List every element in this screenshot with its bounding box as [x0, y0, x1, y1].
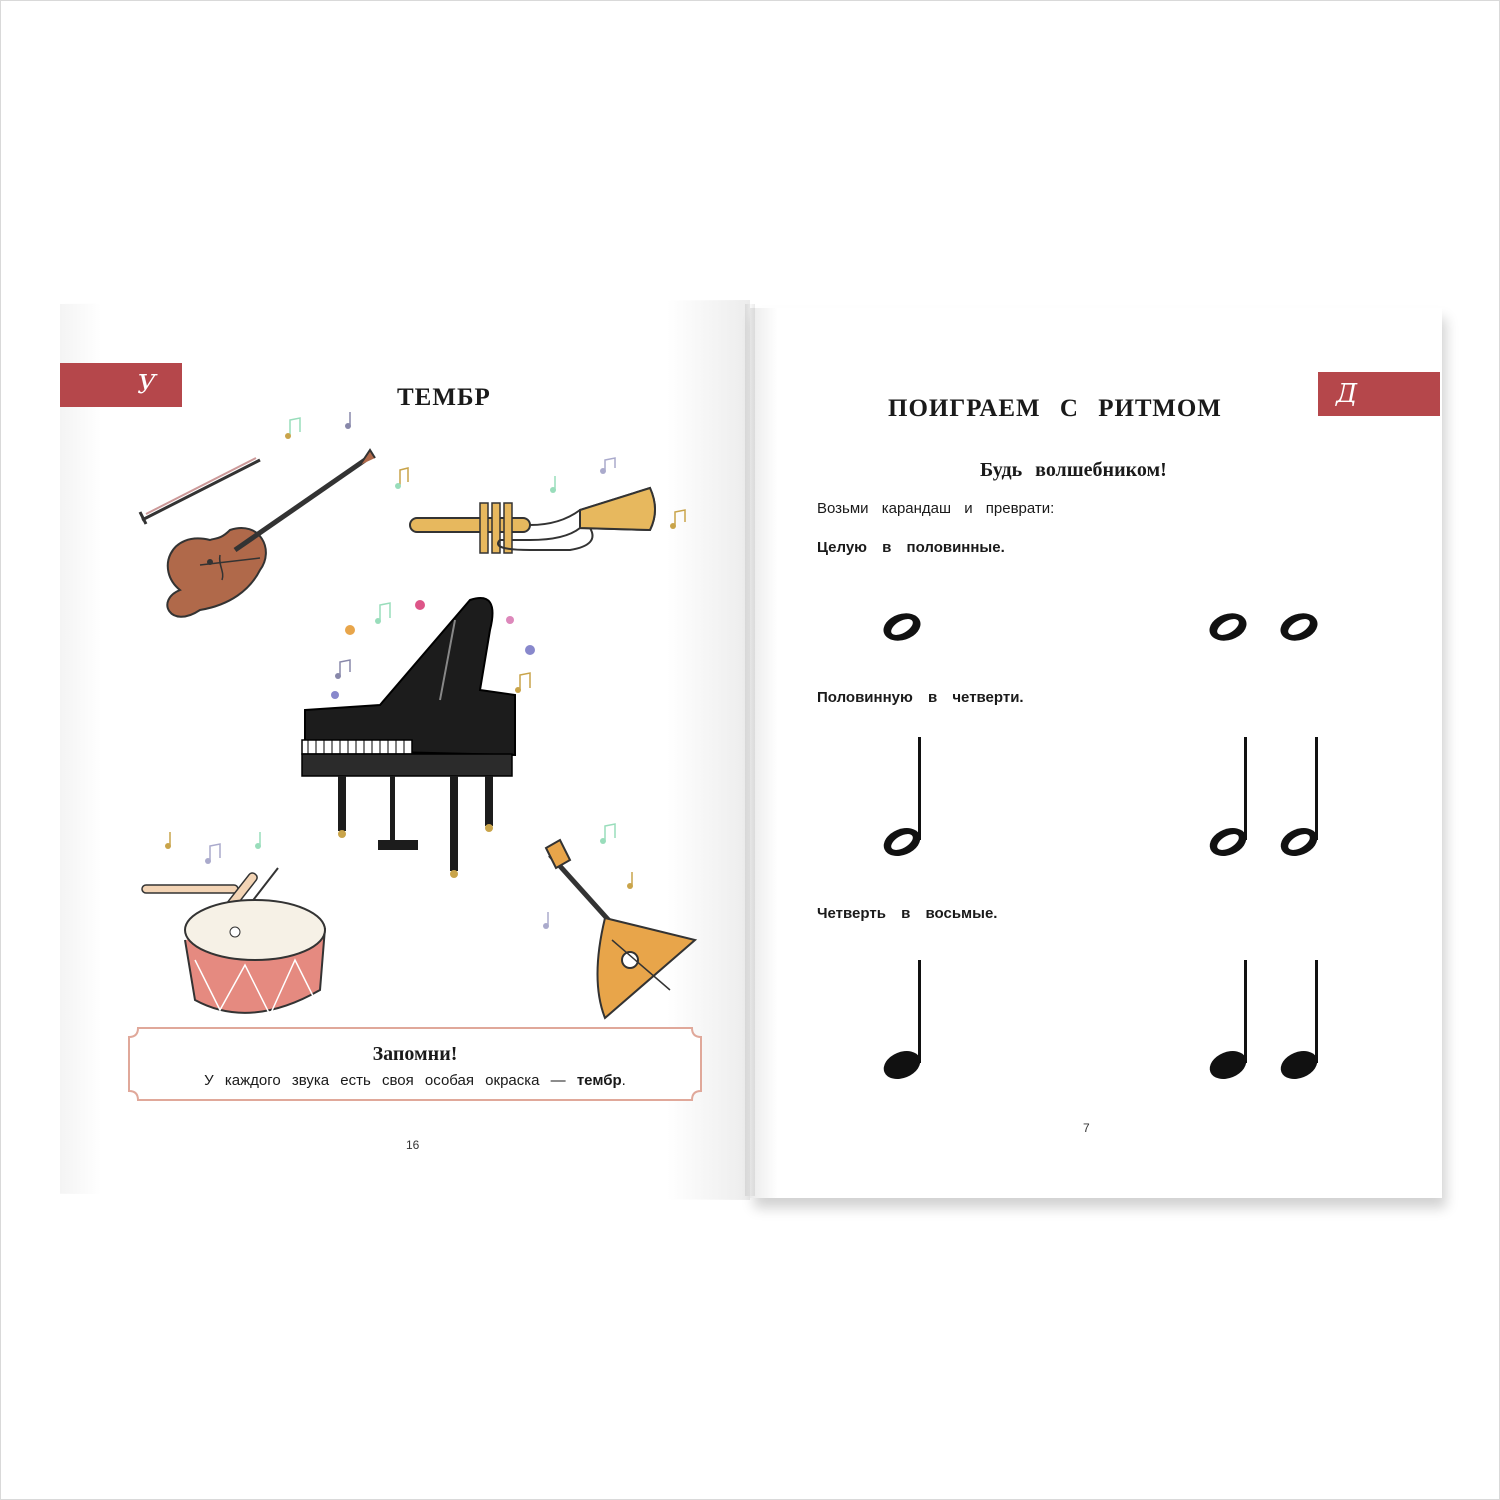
- instruction-text: Возьми карандаш и преврати:: [817, 500, 1055, 517]
- remember-term: тембр: [576, 1072, 622, 1089]
- right-page-number: 7: [1083, 1121, 1090, 1135]
- letter-tab-right-label: Д: [1336, 379, 1358, 409]
- quarter-note-target-2: [1277, 960, 1322, 1084]
- whole-note-target-2: [1277, 609, 1321, 645]
- half-note-target-2: [1277, 737, 1322, 861]
- whole-note-source: [880, 609, 924, 645]
- half-note-source: [880, 737, 925, 861]
- remember-text-lead: У каждого звука есть своя особая окраска —: [204, 1072, 566, 1089]
- whole-note-target-1: [1206, 609, 1250, 645]
- right-page-title: ПОИГРАЕМ С РИТМОМ: [888, 395, 1222, 422]
- half-note-target-1: [1206, 737, 1251, 861]
- task-label-1: Целую в половинные.: [817, 539, 1005, 556]
- letter-tab-left-label: У: [137, 370, 156, 400]
- quarter-note-source: [880, 960, 925, 1084]
- task-label-2: Половинную в четверти.: [817, 689, 1024, 706]
- left-page-number: 16: [406, 1138, 420, 1152]
- quarter-note-target-1: [1206, 960, 1251, 1084]
- remember-text-end: .: [621, 1072, 626, 1089]
- task-label-3: Четверть в восьмые.: [817, 905, 998, 922]
- left-page-title: ТЕМБР: [397, 384, 491, 411]
- right-page-subtitle: Будь волшебником!: [980, 459, 1167, 481]
- remember-title: Запомни!: [372, 1043, 458, 1065]
